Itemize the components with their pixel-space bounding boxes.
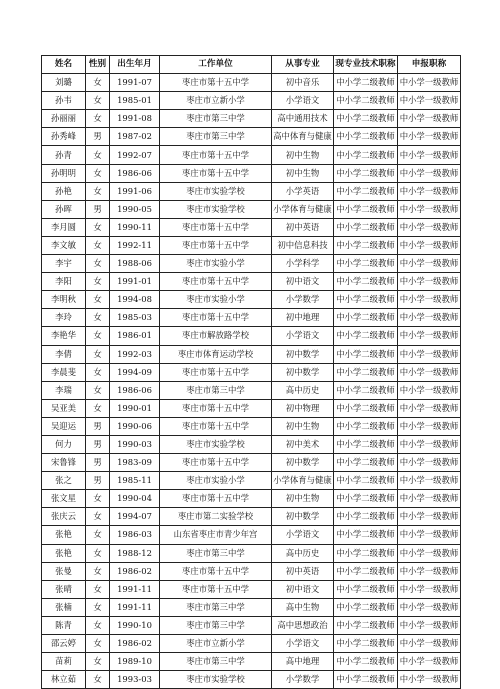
cell-applied-title: 中小学一级教师 [398, 218, 461, 236]
cell-applied-title: 中小学一级教师 [398, 345, 461, 363]
cell-name: 林立茹 [42, 671, 86, 689]
cell-birth: 1990-05 [110, 200, 160, 218]
table-row [42, 236, 461, 254]
table-row [42, 92, 461, 110]
cell-birth: 1990-04 [110, 490, 160, 508]
cell-applied-title: 中小学一级教师 [398, 616, 461, 634]
cell-subject: 初中生物 [272, 164, 334, 182]
cell-gender: 女 [86, 218, 110, 236]
cell-applied-title: 中小学一级教师 [398, 435, 461, 453]
cell-current-title: 中小学二级教师 [334, 671, 398, 689]
cell-applied-title: 中小学一级教师 [398, 562, 461, 580]
cell-name: 张庆云 [42, 508, 86, 526]
cell-current-title: 中小学二级教师 [334, 580, 398, 598]
cell-birth: 1986-02 [110, 635, 160, 653]
cell-gender: 女 [86, 399, 110, 417]
cell-birth: 1986-06 [110, 164, 160, 182]
cell-applied-title: 中小学一级教师 [398, 327, 461, 345]
cell-current-title: 中小学二级教师 [334, 598, 398, 616]
cell-birth: 1991-11 [110, 580, 160, 598]
cell-birth: 1992-07 [110, 146, 160, 164]
cell-subject: 初中语文 [272, 273, 334, 291]
cell-name: 苗莉 [42, 653, 86, 671]
cell-gender: 女 [86, 580, 110, 598]
cell-current-title: 中小学二级教师 [334, 381, 398, 399]
cell-current-title: 中小学二级教师 [334, 110, 398, 128]
cell-name: 吴亚美 [42, 399, 86, 417]
cell-name: 宋鲁锋 [42, 454, 86, 472]
cell-birth: 1993-03 [110, 671, 160, 689]
table-header [42, 56, 461, 74]
cell-workplace: 枣庄市第三中学 [160, 381, 272, 399]
table-row [42, 273, 461, 291]
cell-birth: 1987-02 [110, 128, 160, 146]
cell-workplace: 枣庄市第十五中学 [160, 490, 272, 508]
cell-birth: 1985-03 [110, 309, 160, 327]
cell-subject: 初中音乐 [272, 74, 334, 92]
cell-name: 李瑞 [42, 381, 86, 399]
table-row [42, 255, 461, 273]
cell-gender: 女 [86, 236, 110, 254]
cell-name: 孙韦 [42, 92, 86, 110]
cell-birth: 1992-11 [110, 236, 160, 254]
cell-gender: 女 [86, 490, 110, 508]
cell-applied-title: 中小学一级教师 [398, 128, 461, 146]
cell-current-title: 中小学二级教师 [334, 562, 398, 580]
cell-name: 孙丽丽 [42, 110, 86, 128]
cell-name: 李晨斐 [42, 363, 86, 381]
cell-subject: 小学语文 [272, 327, 334, 345]
cell-current-title: 中小学二级教师 [334, 363, 398, 381]
table-row [42, 544, 461, 562]
cell-applied-title: 中小学一级教师 [398, 653, 461, 671]
cell-gender: 女 [86, 146, 110, 164]
cell-current-title: 中小学二级教师 [334, 653, 398, 671]
cell-subject: 初中数学 [272, 345, 334, 363]
cell-workplace: 枣庄市第十五中学 [160, 399, 272, 417]
table-row [42, 435, 461, 453]
cell-gender: 女 [86, 327, 110, 345]
cell-birth: 1988-06 [110, 255, 160, 273]
cell-applied-title: 中小学一级教师 [398, 92, 461, 110]
cell-gender: 男 [86, 200, 110, 218]
cell-gender: 女 [86, 598, 110, 616]
cell-subject: 高中思想政治 [272, 616, 334, 634]
cell-gender: 女 [86, 74, 110, 92]
cell-applied-title: 中小学一级教师 [398, 454, 461, 472]
cell-workplace: 山东省枣庄市青少年宫 [160, 526, 272, 544]
cell-workplace: 枣庄市第三中学 [160, 110, 272, 128]
cell-birth: 1986-01 [110, 327, 160, 345]
cell-applied-title: 中小学一级教师 [398, 363, 461, 381]
cell-birth: 1991-01 [110, 273, 160, 291]
cell-applied-title: 中小学一级教师 [398, 635, 461, 653]
cell-name: 刘璐 [42, 74, 86, 92]
cell-current-title: 中小学二级教师 [334, 472, 398, 490]
cell-gender: 女 [86, 273, 110, 291]
cell-birth: 1990-01 [110, 399, 160, 417]
cell-subject: 初中信息科技 [272, 236, 334, 254]
cell-gender: 女 [86, 291, 110, 309]
cell-gender: 女 [86, 255, 110, 273]
cell-birth: 1991-07 [110, 74, 160, 92]
cell-gender: 男 [86, 435, 110, 453]
cell-subject: 初中生物 [272, 490, 334, 508]
cell-subject: 高中历史 [272, 544, 334, 562]
table-body [42, 74, 461, 689]
cell-current-title: 中小学二级教师 [334, 309, 398, 327]
table-row [42, 580, 461, 598]
table-row [42, 671, 461, 689]
cell-subject: 小学体育与健康 [272, 472, 334, 490]
cell-applied-title: 中小学一级教师 [398, 146, 461, 164]
cell-current-title: 中小学二级教师 [334, 616, 398, 634]
cell-gender: 女 [86, 616, 110, 634]
cell-applied-title: 中小学一级教师 [398, 417, 461, 435]
column-header-applied-title: 申报职称 [398, 56, 461, 74]
table-row [42, 291, 461, 309]
table-row [42, 164, 461, 182]
cell-subject: 小学数学 [272, 291, 334, 309]
table-row [42, 309, 461, 327]
cell-applied-title: 中小学一级教师 [398, 309, 461, 327]
cell-name: 张晴 [42, 580, 86, 598]
table-row [42, 345, 461, 363]
cell-name: 李文敏 [42, 236, 86, 254]
cell-applied-title: 中小学一级教师 [398, 200, 461, 218]
cell-birth: 1994-07 [110, 508, 160, 526]
cell-name: 孙晖 [42, 200, 86, 218]
cell-gender: 女 [86, 526, 110, 544]
cell-gender: 男 [86, 417, 110, 435]
cell-gender: 女 [86, 671, 110, 689]
cell-applied-title: 中小学一级教师 [398, 381, 461, 399]
cell-current-title: 中小学二级教师 [334, 200, 398, 218]
cell-current-title: 中小学二级教师 [334, 92, 398, 110]
cell-workplace: 枣庄市第十五中学 [160, 309, 272, 327]
cell-gender: 女 [86, 92, 110, 110]
cell-birth: 1983-09 [110, 454, 160, 472]
column-header-current-title: 现专业技术职称 [334, 56, 398, 74]
cell-applied-title: 中小学一级教师 [398, 273, 461, 291]
cell-subject: 高中体育与健康 [272, 128, 334, 146]
cell-applied-title: 中小学一级教师 [398, 508, 461, 526]
cell-workplace: 枣庄市实验学校 [160, 200, 272, 218]
cell-name: 李明秋 [42, 291, 86, 309]
cell-workplace: 枣庄市第三中学 [160, 653, 272, 671]
cell-subject: 高中地理 [272, 653, 334, 671]
cell-subject: 高中生物 [272, 598, 334, 616]
cell-subject: 初中英语 [272, 562, 334, 580]
cell-birth: 1988-12 [110, 544, 160, 562]
cell-gender: 女 [86, 562, 110, 580]
cell-workplace: 枣庄市第十五中学 [160, 146, 272, 164]
table-row [42, 200, 461, 218]
cell-name: 张艳 [42, 526, 86, 544]
cell-current-title: 中小学二级教师 [334, 490, 398, 508]
table-row [42, 616, 461, 634]
cell-current-title: 中小学二级教师 [334, 236, 398, 254]
header-row [42, 56, 461, 74]
cell-birth: 1991-06 [110, 182, 160, 200]
cell-subject: 初中生物 [272, 417, 334, 435]
cell-workplace: 枣庄市第十五中学 [160, 273, 272, 291]
table-row [42, 182, 461, 200]
cell-applied-title: 中小学一级教师 [398, 490, 461, 508]
cell-name: 吴迎运 [42, 417, 86, 435]
cell-name: 张文星 [42, 490, 86, 508]
cell-workplace: 枣庄市第三中学 [160, 128, 272, 146]
personnel-table-sheet [41, 55, 460, 689]
cell-name: 何力 [42, 435, 86, 453]
cell-workplace: 枣庄市实验学校 [160, 182, 272, 200]
cell-current-title: 中小学二级教师 [334, 291, 398, 309]
cell-applied-title: 中小学一级教师 [398, 255, 461, 273]
table-row [42, 562, 461, 580]
cell-applied-title: 中小学一级教师 [398, 110, 461, 128]
cell-name: 李阳 [42, 273, 86, 291]
cell-applied-title: 中小学一级教师 [398, 236, 461, 254]
cell-gender: 女 [86, 345, 110, 363]
table-row [42, 381, 461, 399]
cell-workplace: 枣庄市立新小学 [160, 92, 272, 110]
cell-name: 孙青 [42, 146, 86, 164]
personnel-table [41, 55, 461, 689]
cell-birth: 1992-03 [110, 345, 160, 363]
cell-current-title: 中小学二级教师 [334, 146, 398, 164]
table-row [42, 327, 461, 345]
cell-workplace: 枣庄市解放路学校 [160, 327, 272, 345]
cell-gender: 女 [86, 508, 110, 526]
cell-subject: 小学语文 [272, 92, 334, 110]
cell-subject: 初中物理 [272, 399, 334, 417]
cell-subject: 初中英语 [272, 218, 334, 236]
cell-name: 陈青 [42, 616, 86, 634]
cell-subject: 小学英语 [272, 182, 334, 200]
cell-current-title: 中小学二级教师 [334, 327, 398, 345]
cell-gender: 男 [86, 472, 110, 490]
cell-current-title: 中小学二级教师 [334, 544, 398, 562]
cell-subject: 初中数学 [272, 363, 334, 381]
cell-birth: 1990-10 [110, 616, 160, 634]
cell-applied-title: 中小学一级教师 [398, 580, 461, 598]
column-header-gender: 性别 [86, 56, 110, 74]
cell-subject: 初中美术 [272, 435, 334, 453]
table-row [42, 128, 461, 146]
cell-birth: 1990-03 [110, 435, 160, 453]
table-row [42, 598, 461, 616]
cell-current-title: 中小学二级教师 [334, 345, 398, 363]
cell-current-title: 中小学二级教师 [334, 128, 398, 146]
cell-current-title: 中小学二级教师 [334, 417, 398, 435]
cell-workplace: 枣庄市第十五中学 [160, 236, 272, 254]
cell-applied-title: 中小学一级教师 [398, 399, 461, 417]
table-row [42, 526, 461, 544]
cell-gender: 女 [86, 544, 110, 562]
cell-subject: 初中生物 [272, 146, 334, 164]
cell-gender: 女 [86, 110, 110, 128]
cell-workplace: 枣庄市第十五中学 [160, 454, 272, 472]
cell-gender: 女 [86, 309, 110, 327]
cell-current-title: 中小学二级教师 [334, 435, 398, 453]
cell-name: 李倩 [42, 345, 86, 363]
cell-current-title: 中小学二级教师 [334, 635, 398, 653]
cell-subject: 高中历史 [272, 381, 334, 399]
cell-applied-title: 中小学一级教师 [398, 598, 461, 616]
cell-birth: 1990-11 [110, 218, 160, 236]
table-row [42, 74, 461, 92]
cell-workplace: 枣庄市立新小学 [160, 635, 272, 653]
cell-subject: 初中数学 [272, 454, 334, 472]
cell-applied-title: 中小学一级教师 [398, 182, 461, 200]
cell-name: 李玲 [42, 309, 86, 327]
cell-birth: 1991-08 [110, 110, 160, 128]
table-row [42, 218, 461, 236]
cell-name: 李宇 [42, 255, 86, 273]
cell-workplace: 枣庄市第三中学 [160, 544, 272, 562]
cell-applied-title: 中小学一级教师 [398, 291, 461, 309]
cell-workplace: 枣庄市实验学校 [160, 671, 272, 689]
table-row [42, 110, 461, 128]
cell-current-title: 中小学二级教师 [334, 182, 398, 200]
cell-current-title: 中小学二级教师 [334, 399, 398, 417]
cell-applied-title: 中小学一级教师 [398, 544, 461, 562]
cell-birth: 1986-02 [110, 562, 160, 580]
cell-subject: 小学体育与健康 [272, 200, 334, 218]
cell-workplace: 枣庄市体育运动学校 [160, 345, 272, 363]
cell-current-title: 中小学二级教师 [334, 164, 398, 182]
cell-birth: 1986-03 [110, 526, 160, 544]
cell-name: 李艳华 [42, 327, 86, 345]
cell-birth: 1990-06 [110, 417, 160, 435]
cell-birth: 1986-06 [110, 381, 160, 399]
cell-birth: 1985-01 [110, 92, 160, 110]
cell-workplace: 枣庄市第十五中学 [160, 562, 272, 580]
cell-name: 孙秀峰 [42, 128, 86, 146]
cell-current-title: 中小学二级教师 [334, 74, 398, 92]
cell-workplace: 枣庄市第十五中学 [160, 363, 272, 381]
cell-applied-title: 中小学一级教师 [398, 472, 461, 490]
cell-name: 张艳 [42, 544, 86, 562]
table-row [42, 454, 461, 472]
cell-gender: 女 [86, 182, 110, 200]
cell-gender: 女 [86, 653, 110, 671]
cell-workplace: 枣庄市第十五中学 [160, 218, 272, 236]
cell-workplace: 枣庄市第十五中学 [160, 417, 272, 435]
cell-current-title: 中小学二级教师 [334, 508, 398, 526]
table-row [42, 490, 461, 508]
cell-birth: 1994-08 [110, 291, 160, 309]
table-row [42, 417, 461, 435]
cell-name: 李月圆 [42, 218, 86, 236]
cell-name: 邵云婷 [42, 635, 86, 653]
column-header-birth: 出生年月 [110, 56, 160, 74]
cell-workplace: 枣庄市实验小学 [160, 291, 272, 309]
cell-gender: 女 [86, 381, 110, 399]
cell-workplace: 枣庄市实验小学 [160, 472, 272, 490]
cell-gender: 女 [86, 164, 110, 182]
cell-subject: 小学语文 [272, 635, 334, 653]
cell-applied-title: 中小学一级教师 [398, 74, 461, 92]
cell-gender: 男 [86, 454, 110, 472]
cell-name: 孙艳 [42, 182, 86, 200]
table-row [42, 472, 461, 490]
table-row [42, 399, 461, 417]
cell-workplace: 枣庄市第十五中学 [160, 164, 272, 182]
cell-subject: 高中通用技术 [272, 110, 334, 128]
cell-workplace: 枣庄市第三中学 [160, 598, 272, 616]
cell-name: 张之 [42, 472, 86, 490]
cell-name: 孙明明 [42, 164, 86, 182]
table-row [42, 508, 461, 526]
cell-subject: 初中数学 [272, 508, 334, 526]
cell-current-title: 中小学二级教师 [334, 218, 398, 236]
cell-workplace: 枣庄市第二实验学校 [160, 508, 272, 526]
cell-birth: 1991-11 [110, 598, 160, 616]
table-row [42, 363, 461, 381]
cell-name: 张楠 [42, 598, 86, 616]
column-header-workplace: 工作单位 [160, 56, 272, 74]
cell-workplace: 枣庄市第十五中学 [160, 74, 272, 92]
cell-workplace: 枣庄市实验小学 [160, 255, 272, 273]
cell-current-title: 中小学二级教师 [334, 255, 398, 273]
cell-current-title: 中小学二级教师 [334, 273, 398, 291]
cell-gender: 女 [86, 363, 110, 381]
cell-applied-title: 中小学一级教师 [398, 164, 461, 182]
cell-birth: 1989-10 [110, 653, 160, 671]
cell-gender: 女 [86, 635, 110, 653]
cell-applied-title: 中小学一级教师 [398, 671, 461, 689]
column-header-subject: 从事专业 [272, 56, 334, 74]
table-row [42, 146, 461, 164]
cell-subject: 小学语文 [272, 526, 334, 544]
table-row [42, 653, 461, 671]
column-header-name: 姓名 [42, 56, 86, 74]
cell-birth: 1994-09 [110, 363, 160, 381]
cell-applied-title: 中小学一级教师 [398, 526, 461, 544]
cell-birth: 1985-11 [110, 472, 160, 490]
cell-gender: 男 [86, 128, 110, 146]
cell-subject: 小学数学 [272, 671, 334, 689]
cell-workplace: 枣庄市第三中学 [160, 616, 272, 634]
cell-workplace: 枣庄市实验学校 [160, 435, 272, 453]
cell-current-title: 中小学二级教师 [334, 526, 398, 544]
cell-workplace: 枣庄市第十五中学 [160, 580, 272, 598]
cell-current-title: 中小学二级教师 [334, 454, 398, 472]
cell-name: 张曼 [42, 562, 86, 580]
cell-subject: 初中语文 [272, 580, 334, 598]
cell-subject: 小学科学 [272, 255, 334, 273]
table-row [42, 635, 461, 653]
cell-subject: 初中地理 [272, 309, 334, 327]
